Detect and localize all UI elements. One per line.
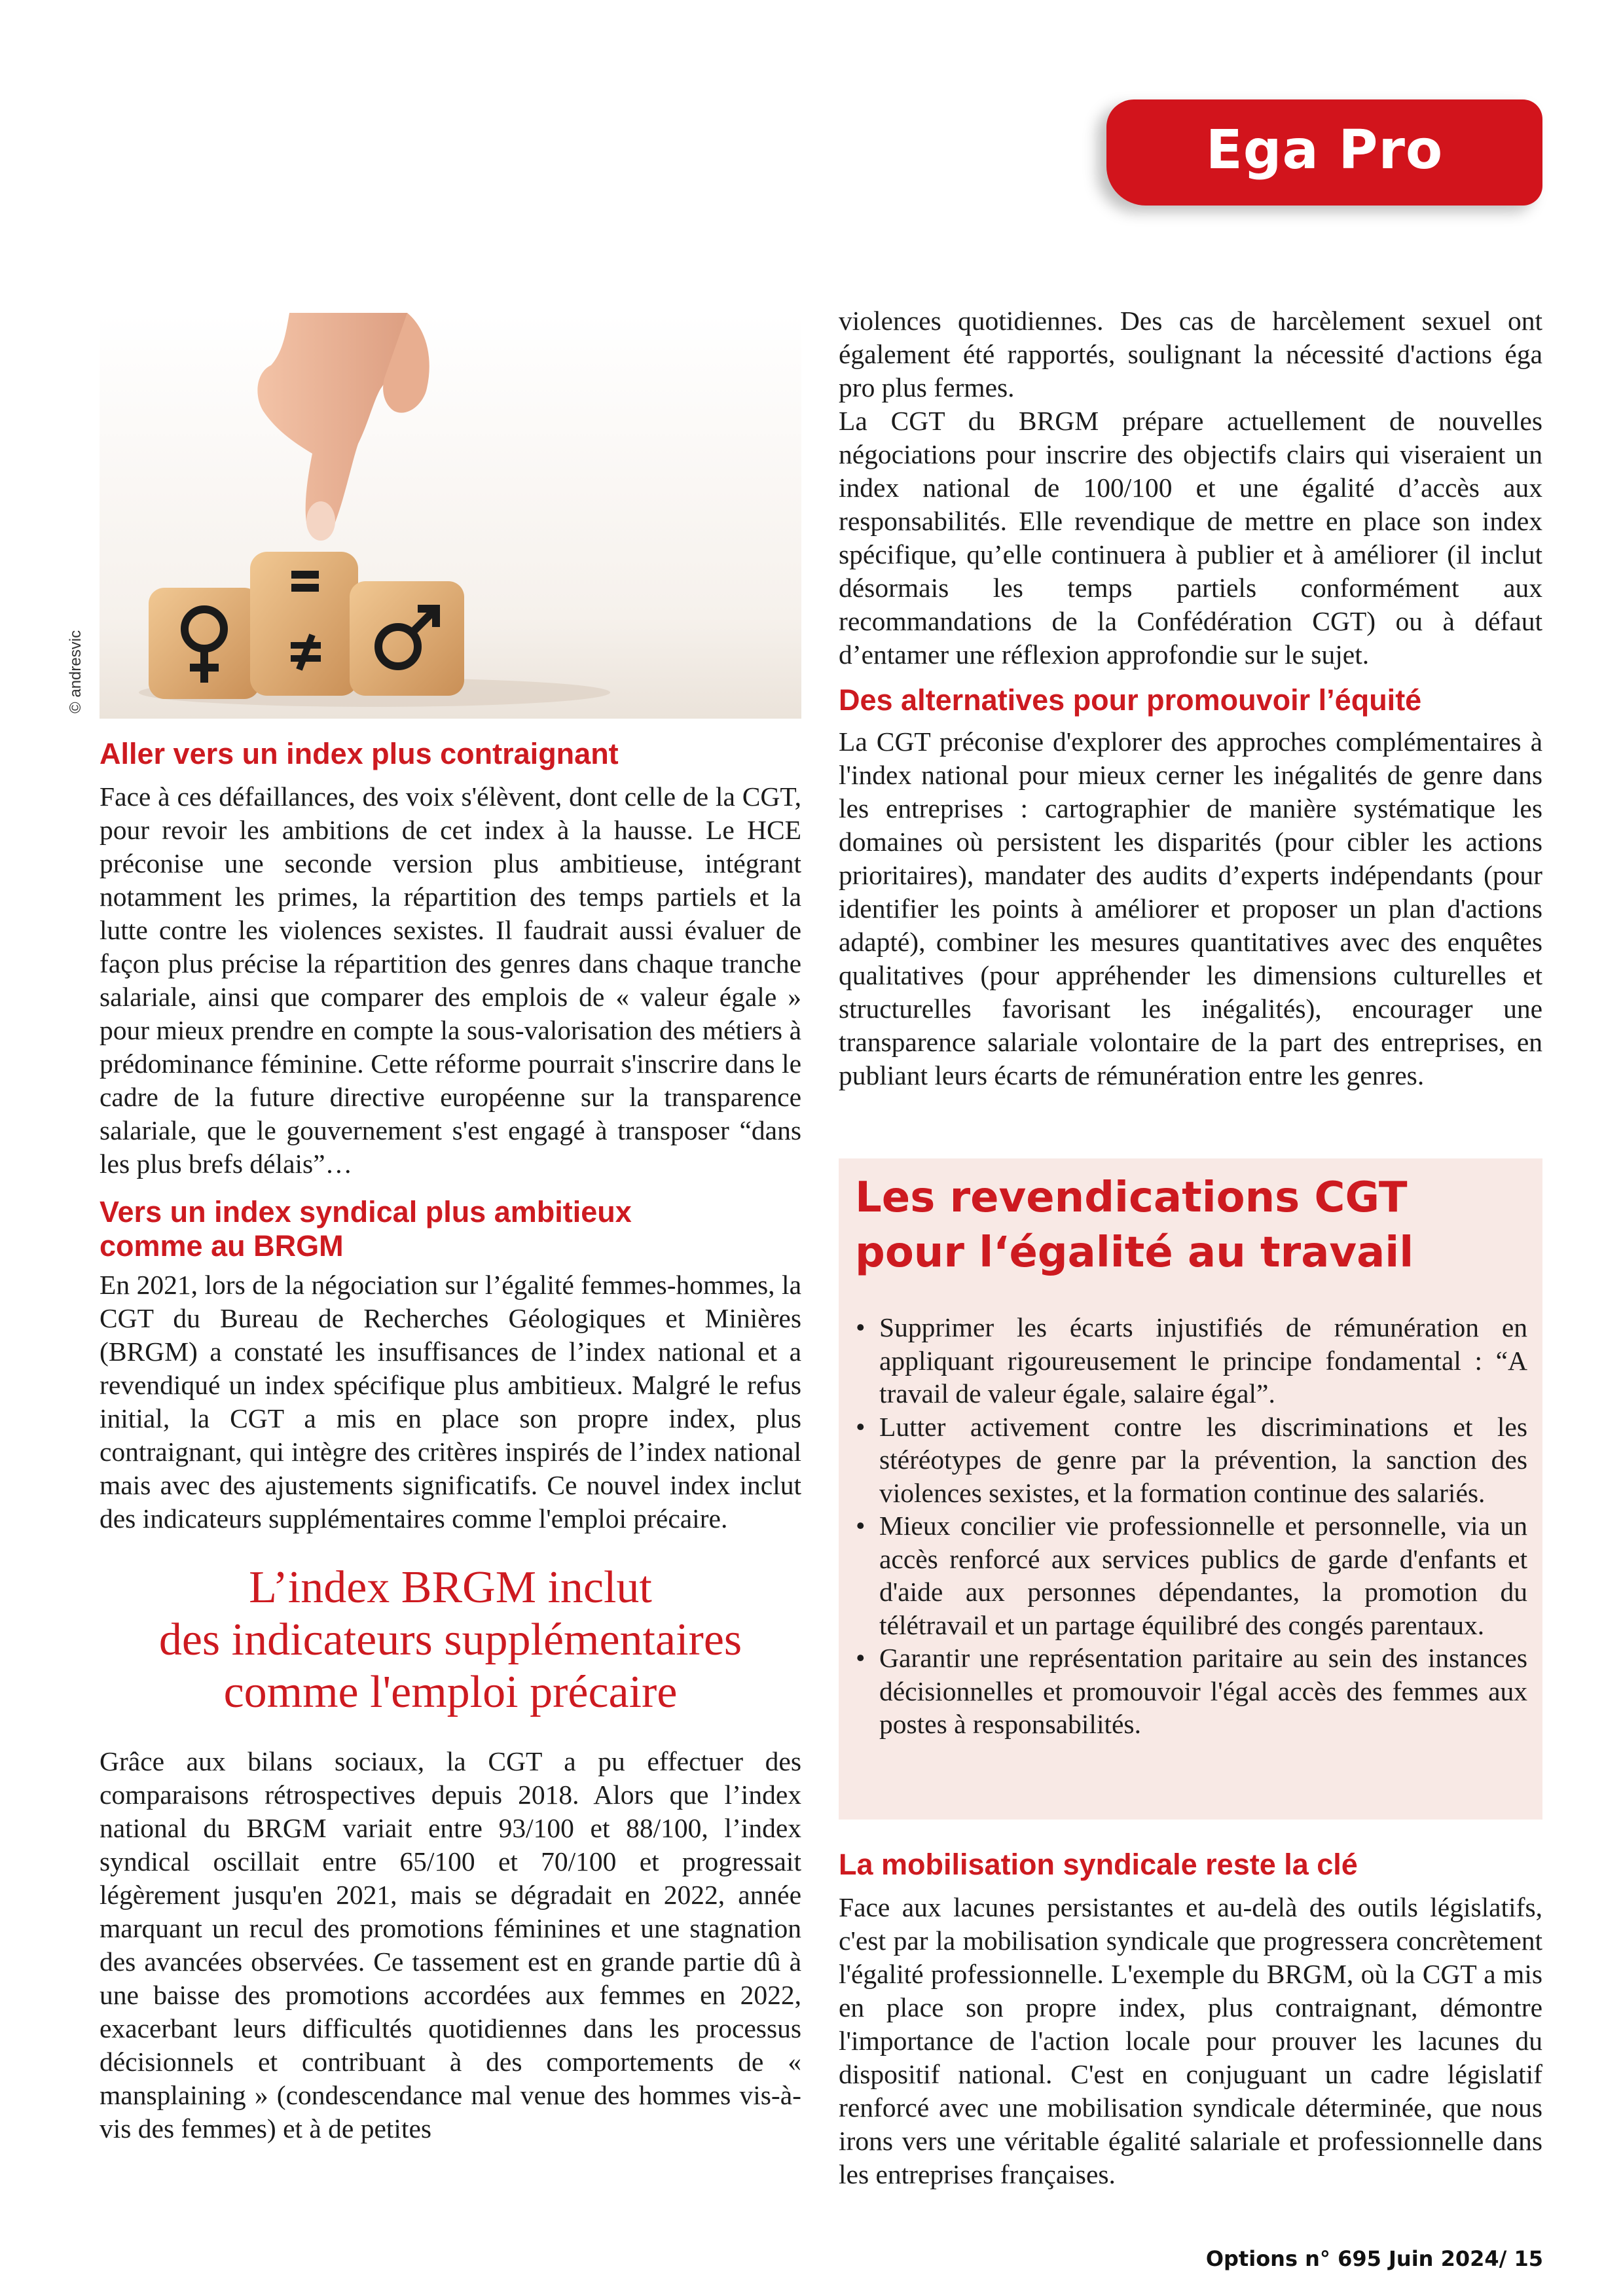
paragraph-mobilisation: Face aux lacunes persistantes et au-delà des outils législatifs, c'est par la mobilisation syndicale que progressera concrètement l'égalité professionnelle. L'exemple du BRGM, où la CGT a mis en place son propre index, plus contraignant, démontre l'importance de l'action locale pour prouver les lacunes du dispositif national. C'est en conjuguant un cadre législatif renforcé avec une mobilisation syndicale déterminée, que nous irons vers une véritable égalité salariale et professionnelle dans les entreprises françaises.	[839, 1892, 1542, 2189]
photo-gender-dice	[100, 313, 801, 719]
paragraph-defaillances: Face à ces défaillances, des voix s'élèvent, dont celle de la CGT, pour revoir les ambitions de cet index à la hausse. Le HCE préconise une seconde version plus ambitieuse, intégrant notamment les primes, la répartition des temps partiels et la lutte contre les violences sexistes. Il faudrait aussi évaluer de façon plus précise la répartition des genres dans chaque tranche salariale, ainsi que comparer des emplois de « valeur égale » pour mieux prendre en compte la sous-valorisation des métiers à prédominance féminine. Cette réforme pourrait s'inscrire dans le cadre de la future directive européenne sur la transparence salariale, que le gouvernement s'est engagé à transposer “dans les plus brefs délais”…	[100, 781, 801, 1179]
demands-title-line-1: Les revendications CGT	[855, 1174, 1408, 1222]
left-column	[100, 737, 801, 2145]
demand-item: • Lutter activement contre les discriminations et les stéréotypes de genre par la prévention, la sanction des violences sexistes, et la formation continue des salariés.	[856, 1411, 1527, 1508]
demands-list	[853, 1311, 1527, 1741]
heading-index-syndical: Vers un index syndical plus ambitieux comme au BRGM	[100, 1195, 632, 1263]
pull-quote-line-2: des indicateurs supplémentaires	[158, 1615, 742, 1665]
center-die	[250, 552, 358, 696]
heading-mobilisation: La mobilisation syndicale reste la clé	[839, 1848, 1358, 1881]
photo-credit: © andresvic	[67, 630, 84, 713]
heading-index-contraignant: Aller vers un index plus contraignant	[100, 737, 619, 770]
bullet: •	[856, 1643, 866, 1673]
heading-alternatives: Des alternatives pour promouvoir l’équité	[839, 683, 1422, 717]
bullet: •	[856, 1411, 866, 1442]
section-tab	[1106, 99, 1542, 206]
pull-quote	[100, 1562, 801, 1719]
section-tab-label: Ega Pro	[1205, 119, 1444, 181]
female-die	[149, 588, 260, 699]
paragraph-negociations: La CGT du BRGM prépare actuellement de nouvelles négociations pour inscrire des objectifs clairs qui viseraient un index national de 100/100 et une égalité d’accès aux responsabilités. Elle revendique de mettre en place son index spécifique, qu’elle continuera à publier et à améliorer (il inclut désormais les temps partiels conformément aux recommandations de la Confédération CGT) ou à défaut d’entamer une réflexion approfondie sur le sujet.	[839, 406, 1542, 670]
mobilisation-section	[839, 1848, 1542, 2191]
pull-quote-line-1: L’index BRGM inclut	[249, 1562, 652, 1613]
demands-box	[839, 1158, 1542, 1820]
demands-box-title	[855, 1170, 1413, 1280]
bullet: •	[856, 1312, 866, 1342]
paragraph-bilans-sociaux: Grâce aux bilans sociaux, la CGT a pu effectuer des comparaisons rétrospectives depuis 2018. Alors que l’index national du BRGM variait entre 93/100 et 88/100, l’index syndical oscillait entre 65/100 et 70/100 et progressait légèrement jusqu'en 2021, mais se dégradait en 2022, année marquant un recul des promotions féminines et une stagnation des avancées observées. Ce tassement est en grande partie dû à une baisse des promotions accordées aux femmes en 2022, exacerbant leurs difficultés quotidiennes dans les processus décisionnels et contribuant à des comportements de « mansplaining » (condescendance mal venue des hommes vis-à-vis des femmes) et à de petites	[100, 1746, 801, 2144]
pull-quote-line-3: comme l'emploi précaire	[223, 1667, 678, 1717]
bullet: •	[856, 1511, 866, 1541]
demand-item: • Supprimer les écarts injustifiés de rémunération en appliquant rigoureusement le principe fondamental : “A travail de valeur égale, salaire égal”.	[856, 1312, 1527, 1408]
male-die	[350, 581, 464, 696]
right-column	[839, 304, 1542, 1092]
paragraph-violences: violences quotidiennes. Des cas de harcèlement sexuel ont également été rapportés, soulignant la nécessité d'actions éga pro plus fermes.	[839, 306, 1542, 403]
demand-item: • Mieux concilier vie professionnelle et personnelle, via un accès renforcé aux services publics de garde d'enfants et d'aide aux personnes dépendantes, la promotion du télétravail et un partage équilibré des congés parentaux.	[856, 1511, 1527, 1640]
page-footer: Options n° 695 Juin 2024/ 15	[1205, 2246, 1543, 2271]
paragraph-alternatives: La CGT préconise d'explorer des approches complémentaires à l'index national pour mieux cerner les inégalités de genre dans les entreprises : cartographier de manière systématique les domaines où persistent les disparités (pour cibler les actions prioritaires), mandater des audits d’experts indépendants (pour identifier les points à améliorer et proposer un plan d'actions adapté), combiner les mesures quantitatives avec des enquêtes qualitatives (pour appréhender les dimensions culturelles et structurelles favorisant les inégalités), encourager une transparence salariale volontaire de la part des entreprises, en publiant leurs écarts de rémunération entre les genres.	[839, 726, 1542, 1090]
paragraph-brgm-2021: En 2021, lors de la négociation sur l’égalité femmes-hommes, la CGT du Bureau de Recherches Géologiques et Minières (BRGM) a constaté les insuffisances de l’index national et a revendiqué un index spécifique plus ambitieux. Malgré le refus initial, la CGT a mis en place son propre index, plus contraignant, qui intègre des critères inspirés de l’index national mais avec des ajustements significatifs. Ce nouvel index inclut des indicateurs supplémentaires comme l'emploi précaire.	[100, 1270, 801, 1534]
demand-item: • Garantir une représentation paritaire au sein des instances décisionnelles et promouvoir l'égal accès des femmes aux postes à responsabilités.	[856, 1643, 1527, 1739]
demands-title-line-2: pour l‘égalité au travail	[855, 1229, 1414, 1277]
